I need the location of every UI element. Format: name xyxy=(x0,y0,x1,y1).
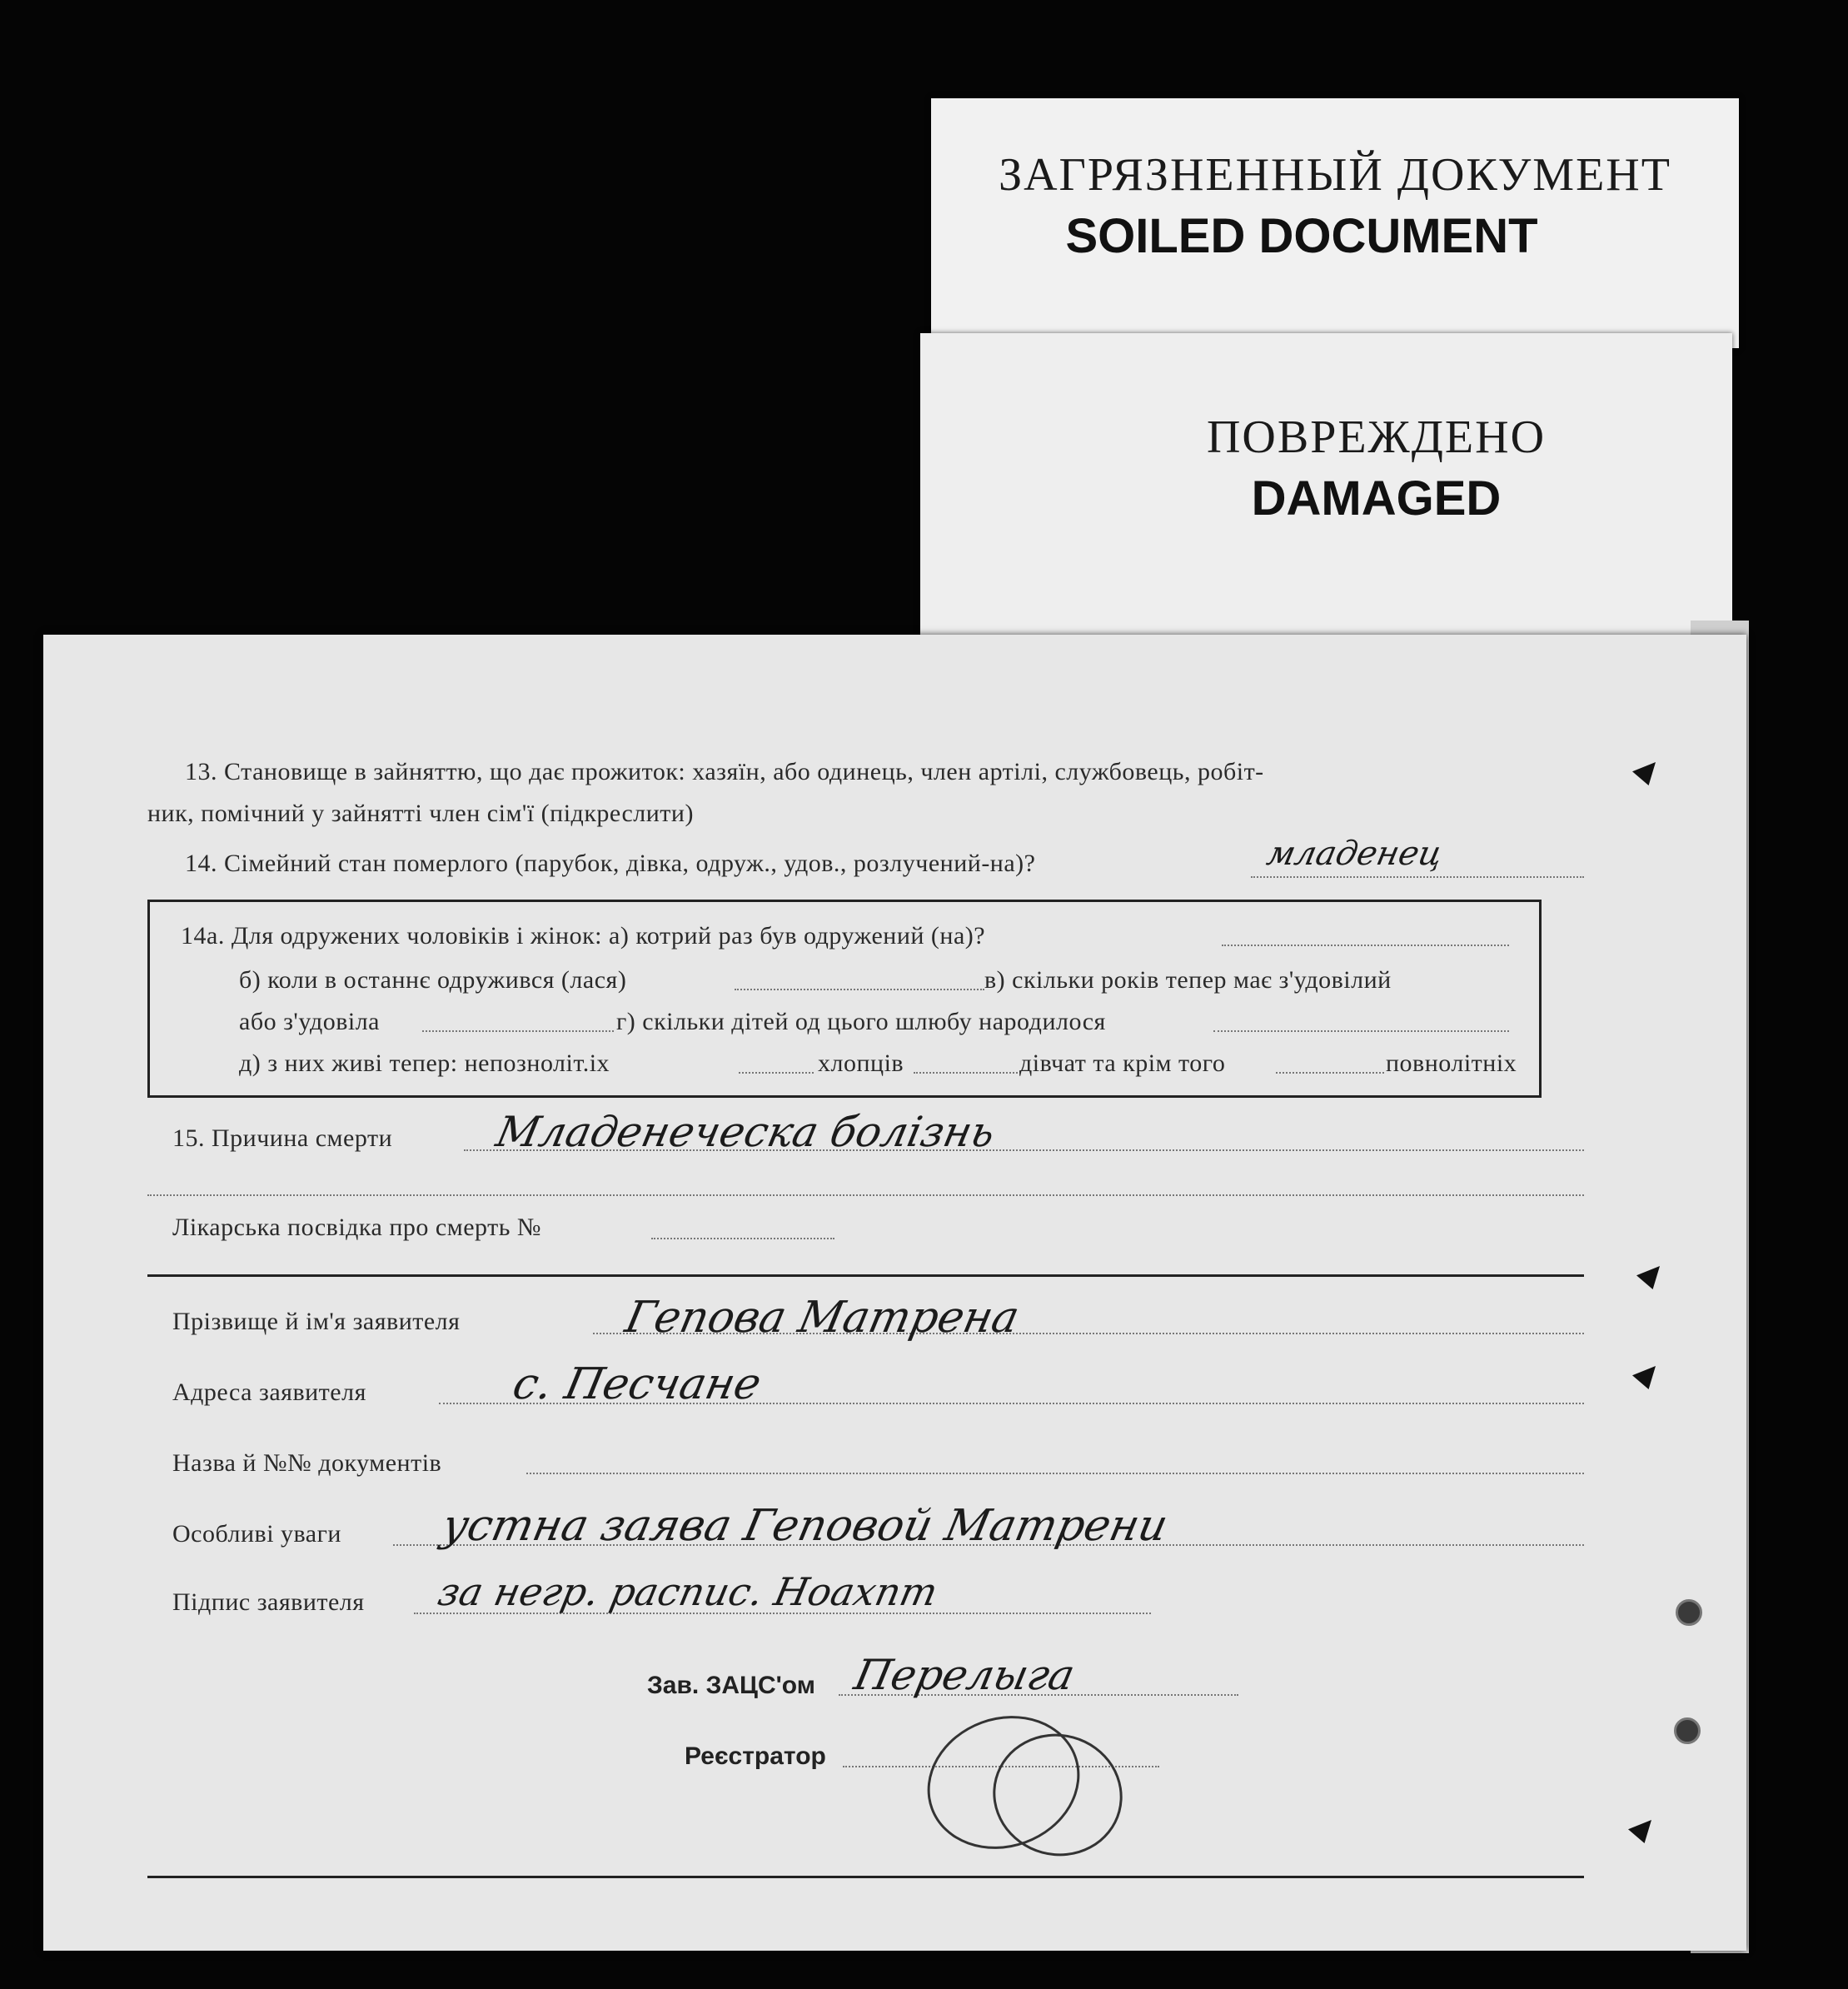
death-record-form xyxy=(43,635,1746,1951)
notes-label: Особливі уваги xyxy=(172,1520,341,1548)
documents-dots xyxy=(526,1473,1584,1474)
head-signature: Перелыга xyxy=(849,1651,1079,1699)
item-14a-line-1: 14а. Для одружених чоловіків і жінок: а) котрий раз був одружений (на)? xyxy=(181,922,986,950)
section-divider xyxy=(147,1274,1584,1277)
punch-hole xyxy=(1676,1599,1702,1626)
applicant-address-value: с. Песчане xyxy=(508,1359,766,1409)
med-cert-dots xyxy=(651,1238,834,1239)
bottom-rule xyxy=(147,1876,1584,1878)
item-14a-b-dots xyxy=(735,989,984,990)
applicant-name-value: Гепова Матрена xyxy=(620,1293,1024,1343)
item-13-line-1: 13. Становище в зайняттю, що дає прожиток: хазяїн, або одинець, член артілі, службовець, робіт- xyxy=(185,758,1264,785)
applicant-name-label: Прізвище й ім'я заявителя xyxy=(172,1308,461,1335)
damaged-stamp xyxy=(920,333,1732,650)
item-14-label: 14. Сімейний стан померлого (парубок, дівка, одруж., удов., розлучений-на)? xyxy=(185,850,1036,877)
documents-label: Назва й №№ документів xyxy=(172,1449,442,1477)
item-14a-c-prefix: або з'удовіла xyxy=(239,1008,380,1035)
notes-value: устна заява Геповой Матрени xyxy=(437,1501,1173,1551)
item-14-dots xyxy=(1251,876,1584,878)
item-14-value: младенец xyxy=(1263,835,1447,873)
item-14a-d-girls: дівчат та крім того xyxy=(1019,1049,1226,1077)
applicant-signature: за негр. распис. Ноахпт xyxy=(434,1569,942,1614)
item-14a-b: б) коли в останнє одружився (лася) xyxy=(239,966,627,994)
item-14a-d-girls-dots xyxy=(1276,1072,1384,1074)
item-14a-d-prefix: д) з них живі тепер: непозноліт.іх xyxy=(239,1049,610,1077)
applicant-address-label: Адреса заявителя xyxy=(172,1378,366,1406)
soiled-stamp-en: SOILED DOCUMENT xyxy=(1065,209,1538,263)
registrar-label: Реєстратор xyxy=(685,1742,826,1770)
damaged-stamp-en: DAMAGED xyxy=(1251,471,1502,526)
item-14a-d-adults: повнолітніх xyxy=(1386,1049,1517,1077)
item-14a-d-boys-dots xyxy=(914,1072,1018,1074)
head-label: Зав. ЗАЦС'ом xyxy=(647,1672,815,1699)
item-14a-a-dots xyxy=(1222,945,1509,946)
item-13-line-2: ник, помічний у зайнятті член сім'ї (підкреслити) xyxy=(147,800,694,827)
med-cert-label: Лікарська посвідка про смерть № xyxy=(172,1214,542,1241)
item-14a-d-minors-dots xyxy=(739,1072,814,1074)
punch-hole xyxy=(1674,1717,1701,1744)
item-14a-d-boys: хлопців xyxy=(818,1049,904,1077)
item-15-value: Младенеческа болізнь xyxy=(491,1108,999,1156)
signature-label: Підпис заявителя xyxy=(172,1588,365,1616)
item-15-label: 15. Причина смерти xyxy=(172,1124,393,1152)
item-15-dots-2 xyxy=(147,1194,1584,1196)
item-14a-v: в) скільки років тепер має з'удовілий xyxy=(984,966,1392,994)
damaged-stamp-ru: ПОВРЕЖДЕНО xyxy=(1206,411,1547,463)
item-14a-g-dots xyxy=(1213,1030,1509,1032)
item-14a-c-dots xyxy=(422,1030,614,1032)
soiled-stamp-ru: ЗАГРЯЗНЕННЫЙ ДОКУМЕНТ xyxy=(999,149,1671,201)
item-14a-g: г) скільки дітей од цього шлюбу народилося xyxy=(616,1008,1106,1035)
soiled-document-stamp xyxy=(931,98,1739,348)
